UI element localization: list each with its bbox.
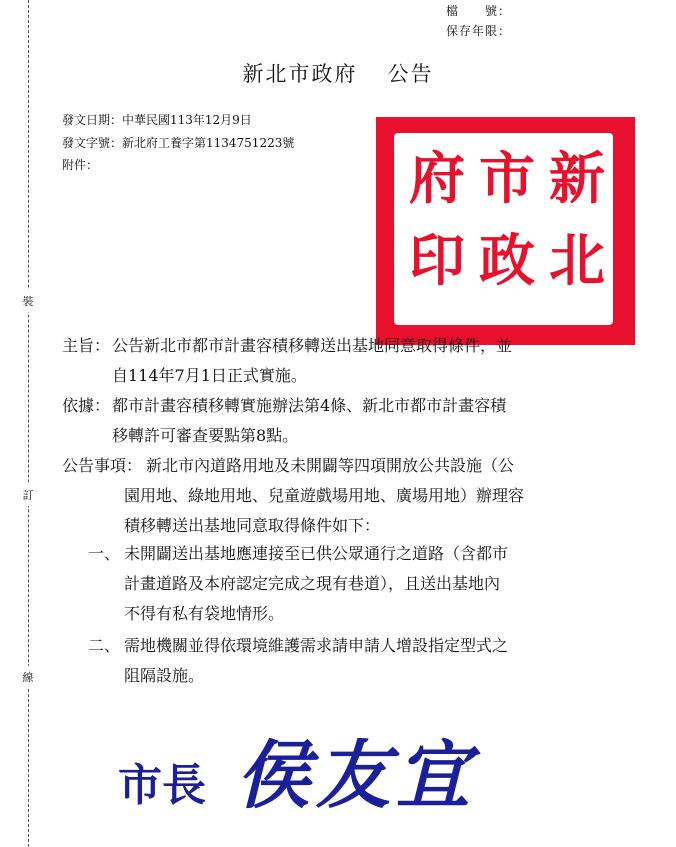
subject-line-1: 公告新北市都市計畫容積移轉送出基地同意取得條件，並 (112, 336, 513, 355)
seal-char-6: 印 (409, 228, 465, 294)
announcement-line-1: 新北市內道路用地及未開闢等四項開放公共設施（公 (146, 456, 515, 475)
binding-char-zhuang: 裝 (20, 290, 36, 312)
issue-date: 發文日期：中華民國113年12月9日 (62, 113, 252, 127)
seal-char-1: 新 (549, 146, 605, 212)
subject-line-2: 自114年7月1日正式實施。 (112, 366, 307, 385)
item-1-line-2: 計畫道路及本府認定完成之現有巷道），且送出基地內 (124, 574, 501, 593)
page-title (0, 58, 676, 88)
seal-char-2: 北 (549, 228, 605, 294)
seal-char-4: 政 (479, 228, 535, 294)
signature-title: 市長 (118, 760, 206, 811)
binding-char-ding: 訂 (20, 484, 36, 506)
binding-char-xian: 線 (20, 666, 36, 688)
signature-name: 侯友宜 (236, 733, 476, 819)
item-2-line-2: 阻隔設施。 (124, 666, 205, 685)
doc-number: 發文字號：新北府工養字第1134751223號 (62, 136, 295, 150)
seal-char-3: 市 (479, 146, 535, 212)
retention-label: 保存年限： (446, 24, 512, 38)
basis-label: 依據： (62, 396, 111, 415)
announcement-line-2: 園用地、綠地用地、兒童遊戲場用地、廣場用地）辦理容 (124, 486, 525, 505)
item-2-line-1: 需地機關並得依環境維護需求請申請人增設指定型式之 (124, 636, 509, 655)
announcement-line-3: 積移轉送出基地同意取得條件如下： (124, 516, 381, 535)
binding-line (28, 0, 29, 847)
item-1-marker: 一、 (88, 544, 121, 563)
title-agency: 新北市政府 (242, 62, 358, 86)
title-doc-type: 公告 (387, 62, 434, 86)
basis-line-2: 移轉許可審查要點第8點。 (112, 426, 299, 445)
seal-char-5: 府 (409, 146, 465, 212)
item-1-line-3: 不得有私有袋地情形。 (124, 604, 285, 623)
subject-label: 主旨： (62, 336, 111, 355)
item-1-line-1: 未開闢送出基地應連接至已供公眾通行之道路（含都市 (124, 544, 509, 563)
basis-line-1: 都市計畫容積移轉實施辦法第4條、新北市都市計畫容積 (112, 396, 507, 415)
item-2-marker: 二、 (88, 636, 121, 655)
announcement-label: 公告事項： (62, 456, 143, 475)
official-seal (376, 117, 635, 345)
attachment-label: 附件： (62, 158, 99, 172)
seal-inner (394, 133, 613, 325)
file-number-label: 檔 號： (446, 4, 512, 18)
